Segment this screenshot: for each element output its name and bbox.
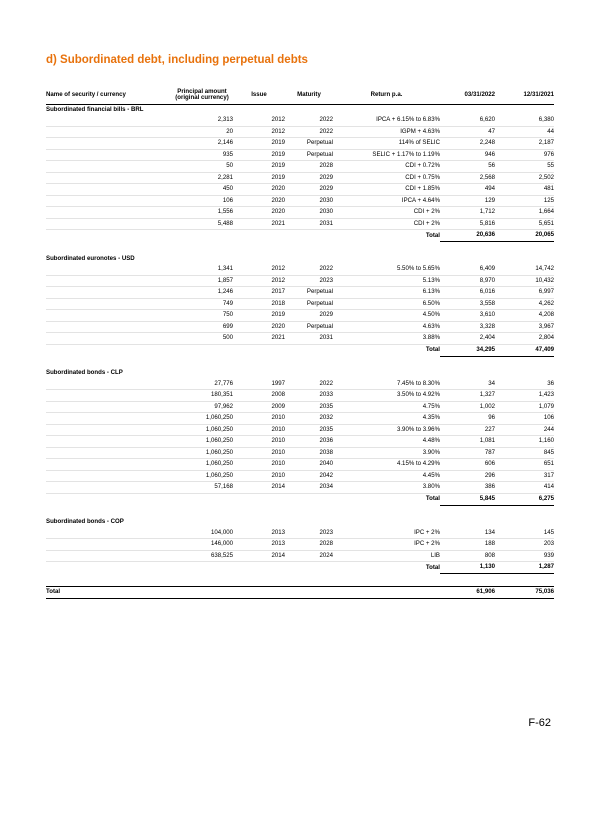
return-rate-cell: SELIC + 1.17% to 1.19% [333, 149, 440, 161]
value-2021-cell: 6,380 [495, 115, 554, 126]
return-rate-cell: IPC + 2% [333, 539, 440, 551]
total-value-2021: 47,409 [495, 344, 554, 356]
table-row [46, 172, 554, 184]
return-rate-cell: CDI + 2% [333, 218, 440, 230]
table-body [46, 105, 554, 599]
issue-year-cell: 2010 [233, 470, 285, 482]
issue-year-cell: 2010 [233, 436, 285, 448]
page-number: F-62 [528, 717, 551, 729]
maturity-cell: 2031 [285, 333, 333, 345]
header-principal-amount [171, 86, 233, 105]
empty-cell [46, 562, 333, 574]
return-rate-cell: 3.90% to 3.96% [333, 424, 440, 436]
value-2022-cell: 787 [440, 447, 495, 459]
value-2021-cell: 939 [495, 550, 554, 562]
issue-year-cell: 2019 [233, 149, 285, 161]
table-row [46, 287, 554, 299]
section-total-row [46, 230, 554, 242]
section-header-row [46, 369, 554, 379]
value-2022-cell: 296 [440, 470, 495, 482]
value-2022-cell: 34 [440, 379, 495, 390]
return-rate-cell: 4.63% [333, 321, 440, 333]
value-2022-cell: 129 [440, 195, 495, 207]
section-name: Subordinated financial bills - BRL [46, 105, 144, 113]
value-2022-cell: 96 [440, 413, 495, 425]
return-rate-cell: 4.15% to 4.29% [333, 459, 440, 471]
total-label: Total [425, 231, 440, 239]
empty-cell [46, 218, 171, 230]
value-2022-cell: 606 [440, 459, 495, 471]
principal-amount-cell: 57,168 [171, 482, 233, 494]
value-2022-cell: 494 [440, 184, 495, 196]
section-header-row [46, 105, 554, 116]
value-2021-cell: 106 [495, 413, 554, 425]
issue-year-cell: 2010 [233, 459, 285, 471]
maturity-cell: 2036 [285, 436, 333, 448]
principal-amount-cell: 699 [171, 321, 233, 333]
return-rate-cell: CDI + 1.85% [333, 184, 440, 196]
value-2022-cell: 188 [440, 539, 495, 551]
return-rate-cell: 4.35% [333, 413, 440, 425]
issue-year-cell: 2014 [233, 482, 285, 494]
empty-cell [46, 528, 171, 539]
value-2021-cell: 4,208 [495, 310, 554, 322]
maturity-cell: 2022 [285, 379, 333, 390]
table-row [46, 218, 554, 230]
spacer-row [46, 505, 554, 518]
issue-year-cell: 2013 [233, 539, 285, 551]
return-rate-cell: 4.75% [333, 401, 440, 413]
table-row [46, 126, 554, 138]
issue-year-cell: 2014 [233, 550, 285, 562]
return-rate-cell: CDI + 0.75% [333, 172, 440, 184]
header-date-2021: 12/31/2021 [495, 86, 554, 105]
empty-cell [46, 333, 171, 345]
table-row [46, 149, 554, 161]
table-row [46, 115, 554, 126]
table-header-row [46, 86, 554, 105]
empty-cell [46, 195, 171, 207]
principal-amount-cell: 749 [171, 298, 233, 310]
principal-amount-cell: 638,525 [171, 550, 233, 562]
section-name: Subordinated bonds - COP [46, 518, 124, 526]
value-2021-cell: 55 [495, 161, 554, 173]
principal-amount-cell: 1,341 [171, 264, 233, 275]
return-rate-cell: 114% of SELIC [333, 138, 440, 150]
value-2022-cell: 808 [440, 550, 495, 562]
principal-amount-cell: 104,000 [171, 528, 233, 539]
value-2022-cell: 2,404 [440, 333, 495, 345]
maturity-cell: 2042 [285, 470, 333, 482]
maturity-cell: 2033 [285, 390, 333, 402]
table-row [46, 401, 554, 413]
value-2021-cell: 36 [495, 379, 554, 390]
return-rate-cell: 3.80% [333, 482, 440, 494]
maturity-cell: 2030 [285, 207, 333, 219]
value-2021-cell: 203 [495, 539, 554, 551]
table-row [46, 310, 554, 322]
value-2022-cell: 6,620 [440, 115, 495, 126]
principal-amount-cell: 1,060,250 [171, 459, 233, 471]
value-2022-cell: 47 [440, 126, 495, 138]
maturity-cell: 2040 [285, 459, 333, 471]
grand-total-2021: 75,036 [495, 587, 554, 599]
header-maturity: Maturity [285, 86, 333, 105]
principal-amount-cell: 5,488 [171, 218, 233, 230]
grand-total-2022: 61,906 [440, 587, 495, 599]
principal-amount-cell: 50 [171, 161, 233, 173]
maturity-cell: 2034 [285, 482, 333, 494]
empty-cell [46, 379, 171, 390]
issue-year-cell: 1997 [233, 379, 285, 390]
maturity-cell: 2035 [285, 401, 333, 413]
return-rate-cell: 5.50% to 5.65% [333, 264, 440, 275]
value-2022-cell: 946 [440, 149, 495, 161]
principal-amount-cell: 1,060,250 [171, 424, 233, 436]
maturity-cell: Perpetual [285, 298, 333, 310]
return-rate-cell: 7.45% to 8.30% [333, 379, 440, 390]
issue-year-cell: 2020 [233, 207, 285, 219]
total-value-2022: 20,636 [440, 230, 495, 242]
value-2021-cell: 4,262 [495, 298, 554, 310]
total-label: Total [425, 563, 440, 571]
issue-year-cell: 2012 [233, 264, 285, 275]
total-value-2022: 5,845 [440, 493, 495, 505]
maturity-cell: Perpetual [285, 149, 333, 161]
value-2022-cell: 5,816 [440, 218, 495, 230]
empty-cell [46, 207, 171, 219]
empty-cell [46, 287, 171, 299]
issue-year-cell: 2021 [233, 333, 285, 345]
maturity-cell: 2029 [285, 184, 333, 196]
section-name: Subordinated bonds - CLP [46, 369, 123, 377]
value-2022-cell: 1,081 [440, 436, 495, 448]
table-row [46, 321, 554, 333]
maturity-cell: 2023 [285, 528, 333, 539]
empty-cell [46, 447, 171, 459]
maturity-cell: 2028 [285, 539, 333, 551]
empty-cell [46, 401, 171, 413]
total-label: Total [425, 346, 440, 354]
maturity-cell: 2030 [285, 195, 333, 207]
table-row [46, 333, 554, 345]
table-row [46, 390, 554, 402]
empty-cell [46, 115, 171, 126]
table-row [46, 264, 554, 275]
return-rate-cell: CDI + 0.72% [333, 161, 440, 173]
maturity-cell: 2029 [285, 310, 333, 322]
return-rate-cell: IPCA + 6.15% to 6.83% [333, 115, 440, 126]
principal-amount-cell: 500 [171, 333, 233, 345]
return-rate-cell: LIB [333, 550, 440, 562]
total-value-2022: 34,295 [440, 344, 495, 356]
return-rate-cell: IPC + 2% [333, 528, 440, 539]
total-value-2021: 20,065 [495, 230, 554, 242]
header-principal-amount-line1: Principal amount [177, 87, 227, 95]
table-row [46, 138, 554, 150]
value-2021-cell: 414 [495, 482, 554, 494]
value-2022-cell: 227 [440, 424, 495, 436]
empty-cell [46, 550, 171, 562]
issue-year-cell: 2017 [233, 287, 285, 299]
table-row [46, 161, 554, 173]
spacer-cell [46, 242, 554, 255]
total-value-2021: 6,275 [495, 493, 554, 505]
total-value-2022: 1,130 [440, 562, 495, 574]
maturity-cell: 2024 [285, 550, 333, 562]
empty-cell [46, 184, 171, 196]
return-rate-cell: 3.88% [333, 333, 440, 345]
value-2021-cell: 10,432 [495, 275, 554, 287]
empty-cell [46, 161, 171, 173]
return-rate-cell: 6.13% [333, 287, 440, 299]
value-2021-cell: 651 [495, 459, 554, 471]
empty-cell [46, 149, 171, 161]
issue-year-cell: 2020 [233, 195, 285, 207]
empty-cell [46, 126, 171, 138]
issue-year-cell: 2010 [233, 413, 285, 425]
value-2021-cell: 317 [495, 470, 554, 482]
maturity-cell: Perpetual [285, 138, 333, 150]
value-2021-cell: 14,742 [495, 264, 554, 275]
principal-amount-cell: 20 [171, 126, 233, 138]
spacer-row [46, 574, 554, 587]
empty-cell [46, 321, 171, 333]
principal-amount-cell: 146,000 [171, 539, 233, 551]
section-header-row [46, 518, 554, 528]
table-row [46, 207, 554, 219]
table-row [46, 298, 554, 310]
empty-cell [46, 390, 171, 402]
return-rate-cell: CDI + 2% [333, 207, 440, 219]
issue-year-cell: 2019 [233, 138, 285, 150]
issue-year-cell: 2012 [233, 115, 285, 126]
value-2021-cell: 2,187 [495, 138, 554, 150]
issue-year-cell: 2013 [233, 528, 285, 539]
maturity-cell: 2022 [285, 264, 333, 275]
table-row [46, 413, 554, 425]
maturity-cell: 2022 [285, 126, 333, 138]
maturity-cell: 2023 [285, 275, 333, 287]
maturity-cell: 2035 [285, 424, 333, 436]
principal-amount-cell: 1,246 [171, 287, 233, 299]
value-2021-cell: 3,967 [495, 321, 554, 333]
value-2022-cell: 1,712 [440, 207, 495, 219]
empty-cell [46, 459, 171, 471]
empty-cell [46, 539, 171, 551]
table-row [46, 539, 554, 551]
value-2021-cell: 145 [495, 528, 554, 539]
issue-year-cell: 2020 [233, 184, 285, 196]
issue-year-cell: 2012 [233, 126, 285, 138]
grand-total-label: Total [46, 587, 171, 599]
issue-year-cell: 2019 [233, 310, 285, 322]
section-total-row [46, 493, 554, 505]
table-row [46, 275, 554, 287]
empty-cell [46, 470, 171, 482]
principal-amount-cell: 2,313 [171, 115, 233, 126]
table-row [46, 184, 554, 196]
issue-year-cell: 2019 [233, 172, 285, 184]
value-2021-cell: 5,651 [495, 218, 554, 230]
grand-total-row [46, 587, 554, 599]
value-2022-cell: 2,568 [440, 172, 495, 184]
issue-year-cell: 2018 [233, 298, 285, 310]
total-value-2021: 1,287 [495, 562, 554, 574]
empty-cell [46, 344, 333, 356]
principal-amount-cell: 935 [171, 149, 233, 161]
principal-amount-cell: 2,146 [171, 138, 233, 150]
return-rate-cell: 4.48% [333, 436, 440, 448]
empty-cell [46, 493, 333, 505]
principal-amount-cell: 1,060,250 [171, 436, 233, 448]
value-2022-cell: 386 [440, 482, 495, 494]
subordinated-debt-table [46, 86, 554, 599]
value-2021-cell: 244 [495, 424, 554, 436]
value-2021-cell: 845 [495, 447, 554, 459]
table-row [46, 459, 554, 471]
section-header-row [46, 254, 554, 264]
return-rate-cell: 6.50% [333, 298, 440, 310]
return-rate-cell: 4.50% [333, 310, 440, 322]
value-2022-cell: 6,016 [440, 287, 495, 299]
value-2021-cell: 6,997 [495, 287, 554, 299]
principal-amount-cell: 1,060,250 [171, 447, 233, 459]
value-2022-cell: 1,002 [440, 401, 495, 413]
principal-amount-cell: 97,962 [171, 401, 233, 413]
header-principal-amount-line2: (original currency) [175, 94, 229, 101]
value-2021-cell: 2,804 [495, 333, 554, 345]
value-2022-cell: 56 [440, 161, 495, 173]
value-2022-cell: 6,409 [440, 264, 495, 275]
maturity-cell: 2031 [285, 218, 333, 230]
empty-cell [46, 413, 171, 425]
issue-year-cell: 2008 [233, 390, 285, 402]
maturity-cell: Perpetual [285, 321, 333, 333]
empty-cell [171, 587, 440, 599]
table-row [46, 379, 554, 390]
maturity-cell: 2028 [285, 161, 333, 173]
principal-amount-cell: 1,060,250 [171, 470, 233, 482]
empty-cell [46, 172, 171, 184]
value-2022-cell: 3,558 [440, 298, 495, 310]
issue-year-cell: 2010 [233, 424, 285, 436]
table-row [46, 470, 554, 482]
return-rate-cell: 5.13% [333, 275, 440, 287]
value-2021-cell: 44 [495, 126, 554, 138]
value-2022-cell: 134 [440, 528, 495, 539]
principal-amount-cell: 1,857 [171, 275, 233, 287]
table-row [46, 195, 554, 207]
empty-cell [46, 298, 171, 310]
empty-cell [46, 482, 171, 494]
value-2021-cell: 2,502 [495, 172, 554, 184]
return-rate-cell: 3.90% [333, 447, 440, 459]
spacer-row [46, 242, 554, 255]
principal-amount-cell: 27,776 [171, 379, 233, 390]
section-total-row [46, 562, 554, 574]
issue-year-cell: 2010 [233, 447, 285, 459]
section-name: Subordinated euronotes - USD [46, 254, 135, 262]
issue-year-cell: 2020 [233, 321, 285, 333]
value-2021-cell: 125 [495, 195, 554, 207]
table-row [46, 482, 554, 494]
header-issue: Issue [233, 86, 285, 105]
section-total-row [46, 344, 554, 356]
maturity-cell: 2038 [285, 447, 333, 459]
spacer-row [46, 356, 554, 369]
value-2021-cell: 481 [495, 184, 554, 196]
maturity-cell: 2032 [285, 413, 333, 425]
issue-year-cell: 2012 [233, 275, 285, 287]
value-2021-cell: 976 [495, 149, 554, 161]
principal-amount-cell: 1,556 [171, 207, 233, 219]
issue-year-cell: 2009 [233, 401, 285, 413]
table-row [46, 550, 554, 562]
value-2022-cell: 3,328 [440, 321, 495, 333]
header-return: Return p.a. [333, 86, 440, 105]
issue-year-cell: 2019 [233, 161, 285, 173]
empty-cell [46, 424, 171, 436]
table-row [46, 424, 554, 436]
spacer-cell [46, 505, 554, 518]
return-rate-cell: 4.45% [333, 470, 440, 482]
principal-amount-cell: 750 [171, 310, 233, 322]
principal-amount-cell: 2,281 [171, 172, 233, 184]
header-date-2022: 03/31/2022 [440, 86, 495, 105]
value-2021-cell: 1,079 [495, 401, 554, 413]
principal-amount-cell: 180,351 [171, 390, 233, 402]
empty-cell [46, 275, 171, 287]
principal-amount-cell: 450 [171, 184, 233, 196]
spacer-cell [46, 574, 554, 587]
table-row [46, 447, 554, 459]
empty-cell [46, 310, 171, 322]
principal-amount-cell: 1,060,250 [171, 413, 233, 425]
spacer-cell [46, 356, 554, 369]
table-row [46, 436, 554, 448]
value-2021-cell: 1,664 [495, 207, 554, 219]
principal-amount-cell: 106 [171, 195, 233, 207]
maturity-cell: Perpetual [285, 287, 333, 299]
header-name: Name of security / currency [46, 86, 171, 105]
value-2021-cell: 1,160 [495, 436, 554, 448]
value-2021-cell: 1,423 [495, 390, 554, 402]
empty-cell [46, 264, 171, 275]
value-2022-cell: 8,970 [440, 275, 495, 287]
maturity-cell: 2022 [285, 115, 333, 126]
return-rate-cell: 3.50% to 4.92% [333, 390, 440, 402]
value-2022-cell: 3,610 [440, 310, 495, 322]
empty-cell [46, 138, 171, 150]
empty-cell [46, 436, 171, 448]
value-2022-cell: 1,327 [440, 390, 495, 402]
issue-year-cell: 2021 [233, 218, 285, 230]
total-label: Total [425, 495, 440, 503]
maturity-cell: 2029 [285, 172, 333, 184]
table-row [46, 528, 554, 539]
empty-cell [46, 230, 333, 242]
return-rate-cell: IGPM + 4.63% [333, 126, 440, 138]
value-2022-cell: 2,248 [440, 138, 495, 150]
return-rate-cell: IPCA + 4.64% [333, 195, 440, 207]
section-title: d) Subordinated debt, including perpetual debts [46, 54, 308, 66]
